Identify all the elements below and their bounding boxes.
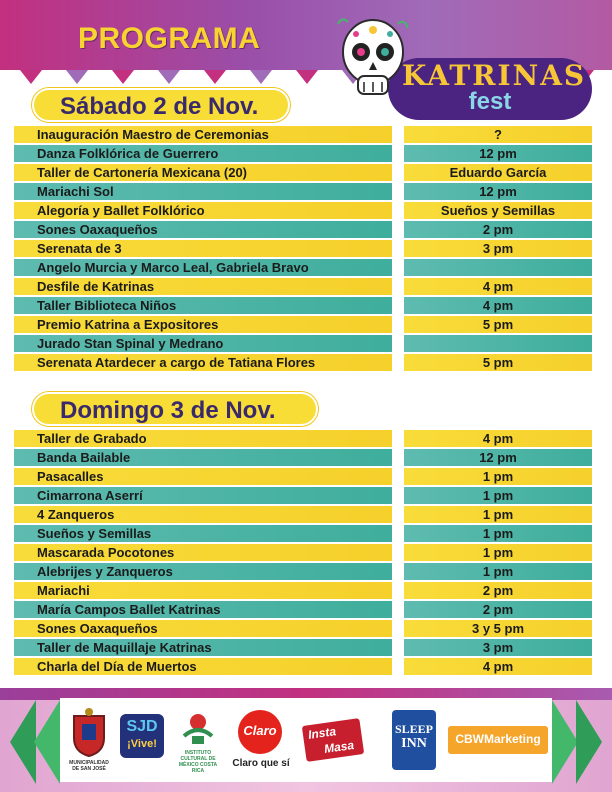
page-title: PROGRAMA [78, 22, 261, 55]
header-triangle [204, 70, 226, 84]
table-row [14, 297, 592, 315]
table-row [14, 525, 592, 543]
logo-instituto [174, 706, 222, 776]
sleepinn-text-b: INN [401, 736, 427, 751]
event-name: Mascarada Pocotones [14, 544, 392, 561]
event-name: Jurado Stan Spinal y Medrano [14, 335, 392, 352]
table-row [14, 221, 592, 239]
instituto-caption: INSTITUTO CULTURAL DE MÉXICO COSTA RICA [178, 750, 218, 774]
table-row [14, 335, 592, 353]
instituto-icon [174, 706, 222, 750]
sleepinn-text-a: SLEEP [394, 722, 433, 736]
event-name: Sones Oaxaqueños [14, 221, 392, 238]
logo-municipalidad [66, 706, 112, 776]
chevron-left-icon [34, 700, 60, 784]
cbw-text: CBWMarketing [455, 732, 541, 746]
table-row [14, 183, 592, 201]
header-triangle [158, 70, 180, 84]
table-row [14, 487, 592, 505]
sjd-text: SJD [126, 718, 158, 735]
table-row [14, 240, 592, 258]
table-row [14, 202, 592, 220]
claro-tagline: Claro que sí [232, 758, 290, 769]
table-row [14, 278, 592, 296]
logo-claro [228, 706, 294, 776]
event-info: 12 pm [404, 145, 592, 162]
event-info: Sueños y Semillas [404, 202, 592, 219]
event-info: 1 pm [404, 563, 592, 580]
event-info: 3 y 5 pm [404, 620, 592, 637]
event-name: Taller de Maquillaje Katrinas [14, 639, 392, 656]
coat-of-arms-icon [66, 706, 112, 758]
event-name: Pasacalles [14, 468, 392, 485]
logo-cbw [448, 706, 548, 776]
event-info: 3 pm [404, 639, 592, 656]
event-name: Mariachi [14, 582, 392, 599]
event-info: 2 pm [404, 601, 592, 618]
event-name: Premio Katrina a Expositores [14, 316, 392, 333]
event-info: 5 pm [404, 316, 592, 333]
event-name: Mariachi Sol [14, 183, 392, 200]
table-row [14, 620, 592, 638]
table-row [14, 354, 592, 372]
event-name: Taller Biblioteca Niños [14, 297, 392, 314]
event-info: 1 pm [404, 468, 592, 485]
instamasa-text-b: Masa [323, 737, 355, 757]
event-name: Cimarrona Aserrí [14, 487, 392, 504]
event-info: 1 pm [404, 544, 592, 561]
table-row [14, 563, 592, 581]
header-triangle [20, 70, 42, 84]
sjd-sub: ¡Vive! [127, 738, 157, 750]
table-row [14, 582, 592, 600]
event-info: 2 pm [404, 221, 592, 238]
header-triangle [66, 70, 88, 84]
header-triangle [250, 70, 272, 84]
table-row [14, 601, 592, 619]
event-info: 1 pm [404, 487, 592, 504]
event-info: 3 pm [404, 240, 592, 257]
event-info: 1 pm [404, 506, 592, 523]
brand-subtitle: fest [468, 88, 512, 115]
municipalidad-caption: MUNICIPALIDAD DE SAN JOSÉ [69, 760, 109, 772]
event-info: 4 pm [404, 278, 592, 295]
table-row [14, 544, 592, 562]
event-name: Sones Oaxaqueños [14, 620, 392, 637]
event-info: 4 pm [404, 297, 592, 314]
brand-title: KATRINAS [402, 59, 587, 92]
event-info: 4 pm [404, 658, 592, 675]
event-info: Eduardo García [404, 164, 592, 181]
table-row [14, 639, 592, 657]
saturday-heading: Sábado 2 de Nov. [32, 88, 290, 122]
table-row [14, 430, 592, 448]
event-info: 12 pm [404, 183, 592, 200]
claro-text: Claro [243, 723, 277, 738]
event-name: Taller de Cartonería Mexicana (20) [14, 164, 392, 181]
event-name: Danza Folklórica de Guerrero [14, 145, 392, 162]
table-row [14, 164, 592, 182]
header-triangle [112, 70, 134, 84]
event-name: Banda Bailable [14, 449, 392, 466]
event-info: ? [404, 126, 592, 143]
event-name: 4 Zanqueros [14, 506, 392, 523]
sunday-heading: Domingo 3 de Nov. [32, 392, 318, 426]
event-name: Inauguración Maestro de Ceremonias [14, 126, 392, 143]
event-name: María Campos Ballet Katrinas [14, 601, 392, 618]
event-name: Serenata Atardecer a cargo de Tatiana Flores [14, 354, 392, 371]
chevron-right-icon [576, 700, 602, 784]
instamasa-text-a: Insta [307, 724, 337, 742]
event-info [404, 259, 592, 276]
event-name: Serenata de 3 [14, 240, 392, 257]
table-row [14, 658, 592, 676]
event-name: Alegoría y Ballet Folklórico [14, 202, 392, 219]
event-info: 1 pm [404, 525, 592, 542]
event-info: 5 pm [404, 354, 592, 371]
event-name: Taller de Grabado [14, 430, 392, 447]
event-name: Angelo Murcia y Marco Leal, Gabriela Bravo [14, 259, 392, 276]
chevron-left-icon [10, 700, 36, 784]
skull-icon [336, 14, 410, 104]
table-row [14, 145, 592, 163]
event-name: Charla del Día de Muertos [14, 658, 392, 675]
table-row [14, 126, 592, 144]
logo-sjd [118, 706, 166, 776]
logo-instamasa [302, 706, 364, 776]
table-row [14, 449, 592, 467]
table-row [14, 506, 592, 524]
table-row [14, 316, 592, 334]
event-info [404, 335, 592, 352]
chevron-right-icon [552, 700, 578, 784]
event-info: 12 pm [404, 449, 592, 466]
event-name: Alebrijes y Zanqueros [14, 563, 392, 580]
event-info: 4 pm [404, 430, 592, 447]
event-name: Desfile de Katrinas [14, 278, 392, 295]
header-triangle [296, 70, 318, 84]
table-row [14, 468, 592, 486]
event-name: Sueños y Semillas [14, 525, 392, 542]
logo-sleepinn [390, 706, 438, 776]
event-info: 2 pm [404, 582, 592, 599]
table-row [14, 259, 592, 277]
